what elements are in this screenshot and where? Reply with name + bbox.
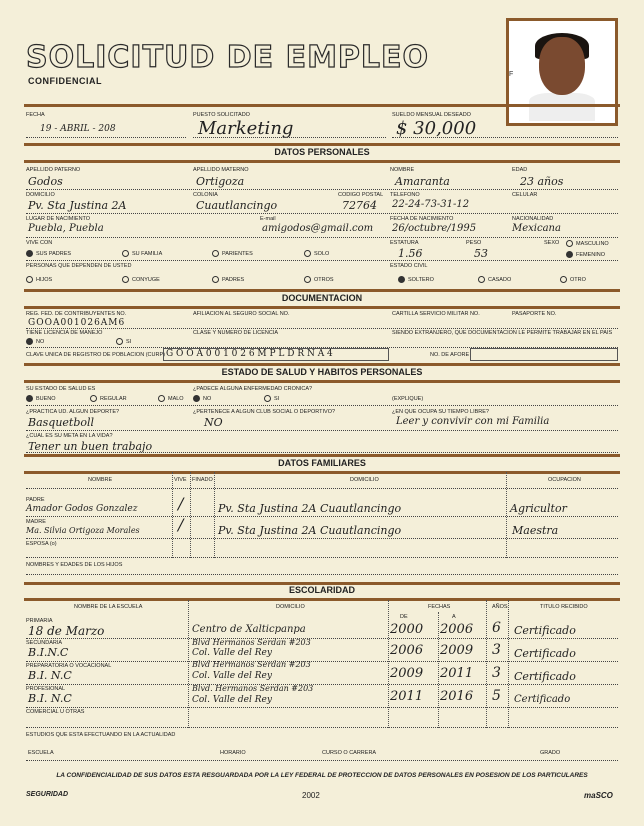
radio-label: PARIENTES xyxy=(222,250,253,257)
line xyxy=(26,557,618,558)
radio-dot xyxy=(122,250,129,257)
esc-prepa-domicilio-2[interactable]: Col. Valle del Rey xyxy=(192,671,272,681)
col-line xyxy=(506,472,507,558)
photo-face xyxy=(539,37,585,95)
divider xyxy=(24,598,620,601)
radio-casado[interactable] xyxy=(478,276,511,283)
form-year: 2002 xyxy=(302,791,320,800)
esc-profesional-domicilio-2[interactable]: Col. Valle del Rey xyxy=(192,695,272,705)
divider xyxy=(24,471,620,474)
esc-profesional-titulo[interactable]: Certificado xyxy=(514,694,571,705)
fam-madre-label: MADRE xyxy=(26,519,46,525)
col-line xyxy=(172,472,173,558)
radio-label: CONYUGE xyxy=(132,276,160,283)
radio-licencia-no[interactable] xyxy=(26,338,44,345)
puesto-label: PUESTO SOLICITADO xyxy=(193,112,250,118)
line xyxy=(26,684,618,685)
esc-primaria-a[interactable]: 2006 xyxy=(440,622,474,637)
divider xyxy=(24,306,620,309)
privacy-notice: LA CONFIDENCIALIDAD DE SUS DATOS ESTA RESGUARDADA POR LA LEY FEDERAL DE PROTECCION DE DATOS PERSONALES EN POSESION DE LOS PARTICULARES xyxy=(56,772,588,779)
esc-prepa-domicilio-1[interactable]: Blvd Hermanos Serdan #203 xyxy=(192,660,311,669)
meta-label: ¿CUAL ES SU META EN LA VIDA? xyxy=(26,433,113,439)
fam-header-finado: FINADO xyxy=(192,477,213,483)
line xyxy=(26,237,618,238)
radio-dot xyxy=(560,276,567,283)
radio-dot xyxy=(264,395,271,402)
esc-actual-grado: GRADO xyxy=(540,750,561,756)
applicant-photo xyxy=(523,29,601,121)
radio-enf-no[interactable] xyxy=(193,395,211,402)
fam-madre-vive[interactable]: / xyxy=(178,515,184,534)
line xyxy=(26,328,618,329)
esc-secundaria-domicilio-2[interactable]: Col. Valle del Rey xyxy=(192,648,272,658)
curp-value[interactable]: G O O A 0 0 1 0 2 6 M P L D R N A 4 xyxy=(166,349,333,359)
col-line xyxy=(508,600,509,728)
fam-padre-vive[interactable]: / xyxy=(178,494,184,513)
tiempo-label: ¿EN QUE OCUPA SU TIEMPO LIBRE? xyxy=(392,409,489,415)
rfc-label: REG. FED. DE CONTRIBUYENTES NO. xyxy=(26,311,127,317)
esc-prepa-titulo[interactable]: Certificado xyxy=(514,670,576,683)
sueldo-label: SUELDO MENSUAL DESEADO xyxy=(392,112,471,118)
line xyxy=(26,661,618,662)
sueldo-value[interactable]: $ 30,000 xyxy=(396,118,477,139)
esc-actual-label: ESTUDIOS QUE ESTA EFECTUANDO EN LA ACTUALIDAD xyxy=(26,732,176,738)
photo-frame xyxy=(506,18,618,126)
radio-label: OTROS xyxy=(314,276,334,283)
fam-padre-nombre[interactable]: Amador Godos Gonzalez xyxy=(26,504,138,514)
line xyxy=(26,760,618,761)
radio-solo[interactable] xyxy=(304,250,329,257)
fam-header-vive: VIVE xyxy=(174,477,187,483)
cp-value[interactable]: 72764 xyxy=(342,199,377,212)
radio-label: SI xyxy=(126,338,132,345)
apellido-paterno-label: APELLIDO PATERNO xyxy=(26,167,81,173)
fam-header-domicilio: DOMICILIO xyxy=(350,477,379,483)
radio-otros[interactable] xyxy=(304,276,334,283)
photo-label: F xyxy=(509,71,514,78)
radio-label: SUS PADRES xyxy=(36,250,72,257)
fam-madre-domicilio[interactable]: Pv. Sta Justina 2A Cuautlancingo xyxy=(218,524,402,537)
esc-profesional-domicilio-1[interactable]: Blvd. Hermanos Serdan #203 xyxy=(192,684,314,693)
radio-hijos[interactable] xyxy=(26,276,52,283)
radio-dot xyxy=(122,276,129,283)
estado-civil-label: ESTADO CIVIL xyxy=(390,263,428,269)
fecha-nac-value[interactable]: 26/octubre/1995 xyxy=(392,223,477,234)
brand-right: maSCO xyxy=(584,791,613,800)
radio-soltero[interactable] xyxy=(398,276,434,283)
line xyxy=(26,638,618,639)
line xyxy=(26,707,618,708)
pasaporte-label: PASAPORTE NO. xyxy=(512,311,557,317)
cartilla-label: CARTILLA SERVICIO MILITAR NO. xyxy=(392,311,480,317)
apellido-materno-label: APELLIDO MATERNO xyxy=(193,167,249,173)
radio-label: CASADO xyxy=(488,276,512,283)
radio-label: PADRES xyxy=(222,276,245,283)
domicilio-value[interactable]: Pv. Sta Justina 2A xyxy=(28,199,127,212)
apellido-materno-value[interactable]: Ortigoza xyxy=(196,175,245,188)
deporte-value[interactable]: Basquetboll xyxy=(28,416,95,429)
peso-value[interactable]: 53 xyxy=(474,247,488,260)
radio-dot xyxy=(26,250,33,257)
esc-header-titulo: TITULO RECIBIDO xyxy=(540,604,588,610)
section-documentacion: DOCUMENTACION xyxy=(281,293,363,303)
radio-dot xyxy=(158,395,165,402)
estatura-value[interactable]: 1.56 xyxy=(398,247,423,260)
apellido-paterno-value[interactable]: Godos xyxy=(28,175,63,188)
line xyxy=(26,452,618,453)
col-line xyxy=(188,600,189,728)
radio-regular[interactable] xyxy=(90,395,127,402)
extranjero-label: SIENDO EXTRANJERO, QUE DOCUMENTACION LE PERMITE TRABAJAR EN EL PAIS xyxy=(392,330,613,336)
esc-secundaria-de[interactable]: 2006 xyxy=(390,643,424,658)
form-title: SOLICITUD DE EMPLEO xyxy=(26,40,430,75)
esc-prepa-de[interactable]: 2009 xyxy=(390,666,424,681)
edad-value[interactable]: 23 años xyxy=(520,175,564,188)
esc-de-label: DE xyxy=(400,614,408,620)
section-salud: ESTADO DE SALUD Y HABITOS PERSONALES xyxy=(221,367,423,377)
line xyxy=(26,574,618,575)
fam-madre-nombre[interactable]: Ma. Silvia Ortigoza Morales xyxy=(26,526,140,535)
section-familiares: DATOS FAMILIARES xyxy=(278,458,366,468)
sexo-label: SEXO xyxy=(544,240,560,246)
telefono-label: TELEFONO xyxy=(390,192,420,198)
esc-actual-escuela: ESCUELA xyxy=(28,750,54,756)
fam-header-ocupacion: OCUPACION xyxy=(548,477,581,483)
fam-header-nombre: NOMBRE xyxy=(88,477,113,483)
esc-a-label: A xyxy=(452,614,456,620)
lugar-value[interactable]: Puebla, Puebla xyxy=(28,223,104,234)
radio-parientes[interactable] xyxy=(212,250,253,257)
licencia-label: TIENE LICENCIA DE MANEJO xyxy=(26,330,103,336)
estatura-label: ESTATURA xyxy=(390,240,419,246)
edad-label: EDAD xyxy=(512,167,528,173)
clase-label: CLASE Y NUMERO DE LICENCIA xyxy=(193,330,279,336)
radio-label: BUENO xyxy=(36,395,56,402)
esc-comercial-label: COMERCIAL U OTRAS xyxy=(26,709,85,715)
esc-prepa-escuela[interactable]: B.I. N.C xyxy=(28,669,72,682)
section-escolaridad: ESCOLARIDAD xyxy=(288,585,355,595)
section-personales: DATOS PERSONALES xyxy=(274,147,370,157)
esc-header-anios: AÑOS xyxy=(492,604,508,610)
brand-left: SEGURIDAD xyxy=(26,791,69,798)
radio-dot xyxy=(26,395,33,402)
afore-label: NO. DE AFORE xyxy=(430,352,470,358)
radio-label: HIJOS xyxy=(36,276,53,283)
esc-secundaria-a[interactable]: 2009 xyxy=(440,643,474,658)
fam-padre-ocupacion[interactable]: Agricultor xyxy=(510,502,567,515)
radio-dot xyxy=(304,276,311,283)
esc-profesional-escuela[interactable]: B.I. N.C xyxy=(28,692,72,705)
nacionalidad-label: NACIONALIDAD xyxy=(512,216,554,222)
photo-shirt xyxy=(529,93,595,121)
radio-masculino[interactable] xyxy=(566,240,609,247)
radio-dot xyxy=(212,276,219,283)
divider xyxy=(24,380,620,383)
radio-label: MALO xyxy=(168,395,184,402)
radio-padres[interactable] xyxy=(212,276,244,283)
puesto-value[interactable]: Marketing xyxy=(198,118,294,139)
fecha-label: FECHA xyxy=(26,112,45,118)
esc-profesional-a[interactable]: 2016 xyxy=(440,689,474,704)
esc-secundaria-domicilio-1[interactable]: Blvd Hermanos Serdan #203 xyxy=(192,638,311,647)
radio-label: SOLTERO xyxy=(408,276,434,283)
esc-prepa-a[interactable]: 2011 xyxy=(440,666,474,681)
divider xyxy=(24,363,620,366)
radio-dot xyxy=(478,276,485,283)
esc-header-domicilio: DOMICILIO xyxy=(276,604,305,610)
col-line xyxy=(190,472,191,558)
radio-dot xyxy=(566,251,573,258)
salud-label: SU ESTADO DE SALUD ES xyxy=(26,386,96,392)
esc-secundaria-anios[interactable]: 3 xyxy=(492,642,501,658)
radio-label: SI xyxy=(274,395,280,402)
line xyxy=(193,137,386,138)
radio-label: NO xyxy=(36,338,45,345)
esc-prepa-anios[interactable]: 3 xyxy=(492,665,501,681)
telefono-value[interactable]: 22-24-73-31-12 xyxy=(392,199,470,210)
esc-profesional-anios[interactable]: 5 xyxy=(492,688,501,704)
col-line xyxy=(438,612,439,728)
esc-header-escuela: NOMBRE DE LA ESCUELA xyxy=(74,604,143,610)
nombre-label: NOMBRE xyxy=(390,167,415,173)
esc-prepa-label: PREPARATORIA O VOCACIONAL xyxy=(26,663,112,669)
club-label: ¿PERTENECE A ALGUN CLUB SOCIAL O DEPORTIVO? xyxy=(193,409,336,415)
line xyxy=(26,516,618,517)
radio-licencia-si[interactable] xyxy=(116,338,131,345)
line xyxy=(26,405,618,406)
radio-label: REGULAR xyxy=(100,395,127,402)
nacionalidad-value[interactable]: Mexicana xyxy=(512,223,561,234)
divider xyxy=(24,160,620,163)
celular-label: CELULAR xyxy=(512,192,538,198)
esc-actual-horario: HORARIO xyxy=(220,750,246,756)
esc-secundaria-escuela[interactable]: B.I.N.C xyxy=(28,646,69,659)
meta-value[interactable]: Tener un buen trabajo xyxy=(28,440,153,453)
esc-primaria-domicilio[interactable]: Centro de Xalticpanpa xyxy=(192,624,306,635)
peso-label: PESO xyxy=(466,240,482,246)
email-value[interactable]: amigodos@gmail.com xyxy=(262,223,374,234)
line xyxy=(26,727,618,728)
esc-primaria-titulo[interactable]: Certificado xyxy=(514,624,576,637)
radio-su-familia[interactable] xyxy=(122,250,162,257)
tiempo-value[interactable]: Leer y convivir con mi Familia xyxy=(396,416,550,427)
esc-profesional-label: PROFESIONAL xyxy=(26,686,66,692)
esc-secundaria-titulo[interactable]: Certificado xyxy=(514,647,576,660)
radio-conyuge[interactable] xyxy=(122,276,160,283)
radio-otro[interactable] xyxy=(560,276,586,283)
radio-sus-padres[interactable] xyxy=(26,250,71,257)
fam-padre-domicilio[interactable]: Pv. Sta Justina 2A Cuautlancingo xyxy=(218,502,402,515)
col-line xyxy=(214,472,215,558)
divider xyxy=(24,104,620,107)
radio-label: NO xyxy=(203,395,212,402)
esc-primaria-de[interactable]: 2000 xyxy=(390,622,424,637)
divider xyxy=(24,289,620,292)
radio-dot xyxy=(566,240,573,247)
esc-primaria-escuela[interactable]: 18 de Marzo xyxy=(28,624,105,638)
fam-madre-ocupacion[interactable]: Maestra xyxy=(512,524,559,537)
esc-secundaria-label: SECUNDARIA xyxy=(26,640,63,646)
radio-enf-si[interactable] xyxy=(264,395,279,402)
radio-label: SU FAMILIA xyxy=(132,250,163,257)
deporte-label: ¿PRACTICA UD. ALGUN DEPORTE? xyxy=(26,409,120,415)
afore-box[interactable] xyxy=(470,348,618,361)
radio-femenino[interactable] xyxy=(566,251,605,258)
esc-actual-curso: CURSO O CARRERA xyxy=(322,750,377,756)
line xyxy=(26,260,618,261)
radio-dot xyxy=(26,338,33,345)
hijos-label: NOMBRES Y EDADES DE LOS HIJOS xyxy=(26,562,123,568)
radio-dot xyxy=(116,338,123,345)
fam-padre-label: PADRE xyxy=(26,497,45,503)
radio-dot xyxy=(90,395,97,402)
fecha-value[interactable]: 19 - ABRIL - 208 xyxy=(40,124,116,134)
radio-label: SOLO xyxy=(314,250,330,257)
col-line xyxy=(388,600,389,728)
curp-label: CLAVE UNICA DE REGISTRO DE POBLACION (CURP) xyxy=(26,352,165,358)
colonia-value[interactable]: Cuautlancingo xyxy=(196,199,278,212)
line xyxy=(26,430,618,431)
line xyxy=(26,189,618,190)
email-label: E-mail xyxy=(260,216,276,222)
vive-con-label: VIVE CON xyxy=(26,240,53,246)
line xyxy=(26,213,618,214)
radio-dot xyxy=(193,395,200,402)
cp-label: CODIGO POSTAL xyxy=(338,192,384,198)
esc-primaria-label: PRIMARIA xyxy=(26,618,53,624)
dependen-label: PERSONAS QUE DEPENDEN DE USTED xyxy=(26,263,132,269)
nombre-value[interactable]: Amaranta xyxy=(395,175,450,188)
col-line xyxy=(486,600,487,728)
radio-malo[interactable] xyxy=(158,395,184,402)
radio-dot xyxy=(26,276,33,283)
esc-header-fechas: FECHAS xyxy=(428,604,451,610)
form-subtitle: CONFIDENCIAL xyxy=(28,76,102,86)
lugar-label: LUGAR DE NACIMIENTO xyxy=(26,216,91,222)
radio-label: MASCULINO xyxy=(576,240,609,247)
imss-label: AFILIACION AL SEGURO SOCIAL NO. xyxy=(193,311,290,317)
radio-label: FEMENINO xyxy=(576,251,606,258)
esc-profesional-de[interactable]: 2011 xyxy=(390,689,424,704)
radio-dot xyxy=(304,250,311,257)
domicilio-label: DOMICILIO xyxy=(26,192,55,198)
divider xyxy=(24,143,620,146)
explique-label: (EXPLIQUE) xyxy=(392,396,424,402)
radio-dot xyxy=(398,276,405,283)
radio-dot xyxy=(212,250,219,257)
fam-esposa-label: ESPOSA (o) xyxy=(26,541,57,547)
colonia-label: COLONIA xyxy=(193,192,218,198)
line xyxy=(26,137,186,138)
esc-primaria-anios[interactable]: 6 xyxy=(492,620,501,636)
rfc-value[interactable]: GOOA001026AM6 xyxy=(28,318,126,328)
line xyxy=(392,137,618,138)
radio-bueno[interactable] xyxy=(26,395,56,402)
line xyxy=(26,538,618,539)
club-value[interactable]: NO xyxy=(204,416,223,429)
divider xyxy=(24,454,620,457)
fecha-nac-label: FECHA DE NACIMIENTO xyxy=(390,216,454,222)
radio-label: OTRO xyxy=(570,276,586,283)
enfermedad-label: ¿PADECE ALGUNA ENFERMEDAD CRONICA? xyxy=(193,386,313,392)
line xyxy=(26,488,618,489)
